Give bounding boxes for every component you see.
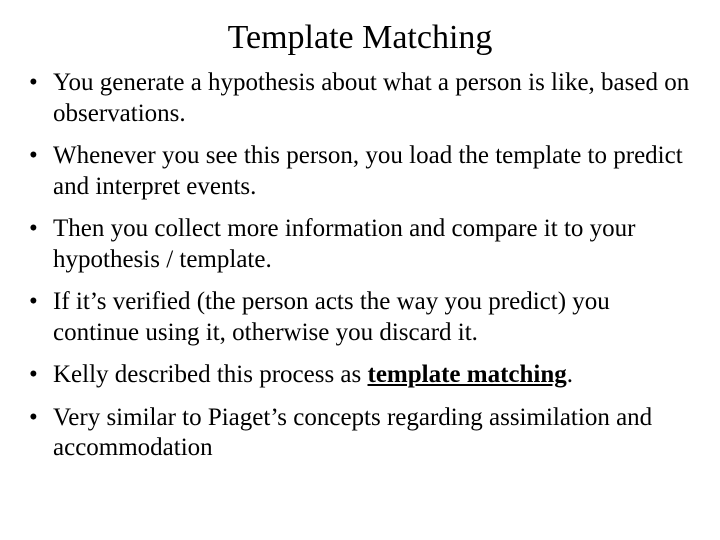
bullet-item [0,403,720,464]
emphasized-term: template matching [367,361,567,388]
bullet-text: Very similar to Piaget’s concepts regarding assimilation and accommodation [53,403,653,461]
bullet-item [0,141,720,202]
bullet-marker: • [29,142,38,169]
bullet-text: Then you collect more information and compare it to your hypothesis / template. [53,215,636,273]
bullet-marker: • [29,361,38,388]
bullet-marker: • [29,288,38,315]
bullet-marker: • [29,69,38,96]
bullet-item [0,214,720,275]
bullet-text: Whenever you see this person, you load the template to predict and interpret events. [53,142,683,200]
bullet-item [0,360,720,391]
bullet-text-before: Kelly described this process as [53,361,368,388]
slide-title: Template Matching [227,19,493,56]
bullet-text: You generate a hypothesis about what a person is like, based on observations. [53,69,690,127]
bullet-marker: • [29,215,38,242]
bullet-marker: • [29,403,38,431]
bullet-item [0,287,720,348]
bullet-item [0,68,720,129]
bullet-list [0,68,720,476]
bullet-text: If it’s verified (the person acts the way you predict) you continue using it, otherwise you discard it. [53,288,610,346]
bullet-text-after: . [566,361,574,388]
